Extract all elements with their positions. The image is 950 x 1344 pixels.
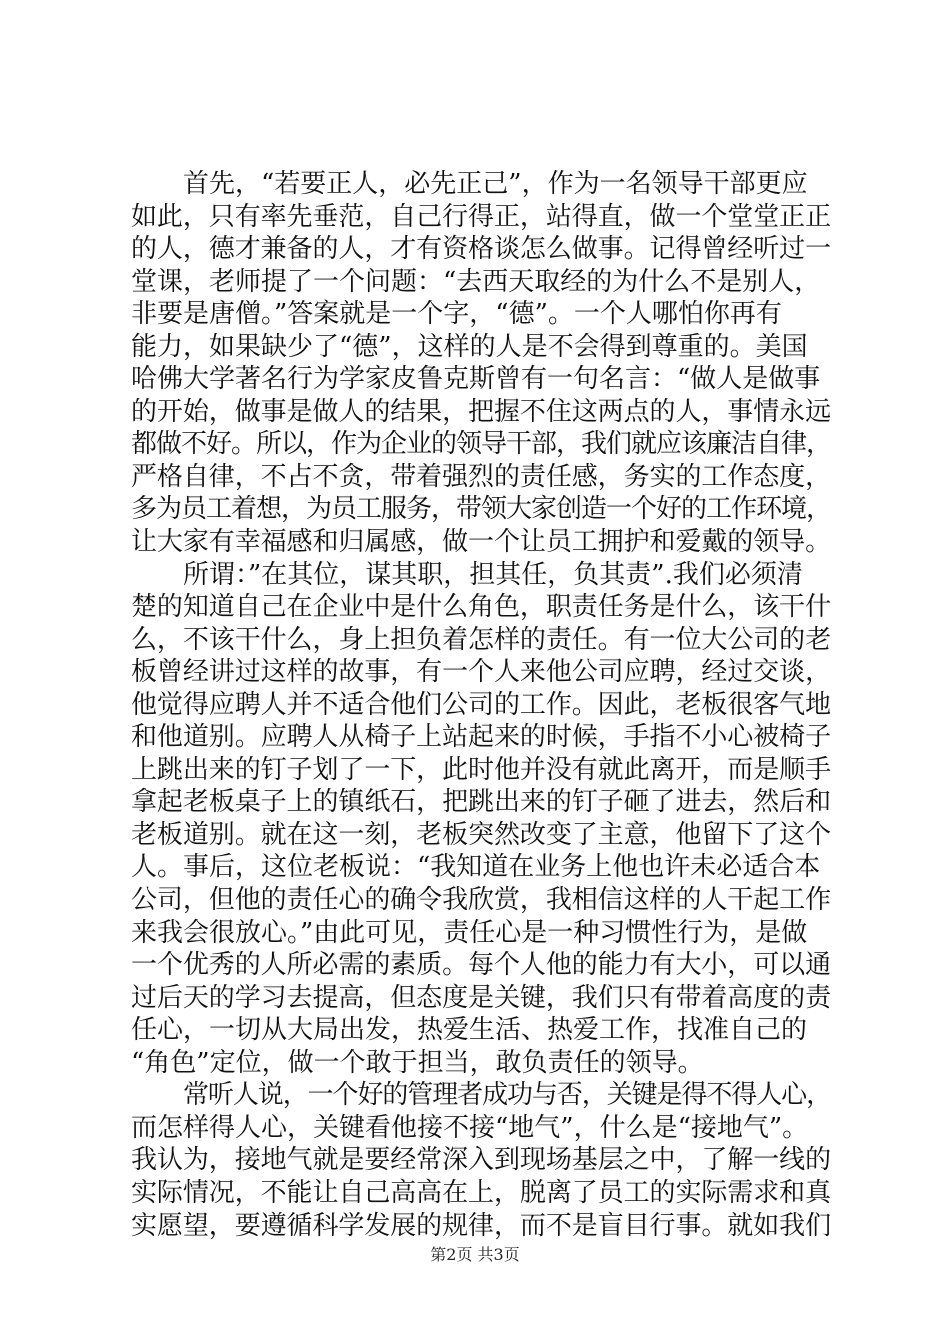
text-line: 上跳出来的钉子划了一下，此时他并没有就此离开，而是顺手 <box>131 754 832 785</box>
text-line: 一个优秀的人所必需的素质。每个人他的能力有大小，可以通 <box>131 950 832 981</box>
body-text <box>131 168 831 1242</box>
text-line: 的人，德才兼备的人，才有资格谈怎么做事。记得曾经听过一 <box>131 234 832 265</box>
text-line: 板曾经讲过这样的故事，有一个人来他公司应聘，经过交谈， <box>131 657 832 688</box>
text-line: 我认为，接地气就是要经常深入到现场基层之中，了解一线的 <box>131 1145 832 1176</box>
text-line: 和他道别。应聘人从椅子上站起来的时候，手指不小心被椅子 <box>131 722 832 753</box>
text-line: 楚的知道自己在企业中是什么角色，职责任务是什么，该干什 <box>131 592 832 623</box>
text-line: “角色”定位，做一个敢于担当，敢负责任的领导。 <box>131 1047 704 1078</box>
text-line: 人。事后，这位老板说：“我知道在业务上他也许未必适合本 <box>131 852 821 883</box>
text-line: 么，不该干什么，身上担负着怎样的责任。有一位大公司的老 <box>131 624 832 655</box>
text-line: 严格自律，不占不贪，带着强烈的责任感，务实的工作态度， <box>131 461 832 492</box>
text-line: 堂课，老师提了一个问题：“去西天取经的为什么不是别人， <box>131 266 821 297</box>
text-line: 都做不好。所以，作为企业的领导干部，我们就应该廉洁自律， <box>131 429 832 460</box>
text-line: 而怎样得人心，关键看他接不接“地气”，什么是“接地气”。 <box>131 1112 809 1143</box>
text-line: 他觉得应聘人并不适合他们公司的工作。因此，老板很客气地 <box>131 689 832 720</box>
text-line: 实愿望，要遵循科学发展的规律，而不是盲目行事。就如我们 <box>131 1210 832 1241</box>
text-line: 非要是唐僧。”答案就是一个字，“德”。一个人哪怕你再有 <box>131 299 782 330</box>
text-line: 如此，只有率先垂范，自己行得正，站得直，做一个堂堂正正 <box>131 201 832 232</box>
paragraph-first-line: 首先，“若要正人，必先正己”，作为一名领导干部更应 <box>183 169 808 199</box>
text-line: 任心，一切从大局出发，热爱生活、热爱工作，找准自己的 <box>131 1015 808 1046</box>
text-line: 让大家有幸福感和归属感，做一个让员工拥护和爱戴的领导。 <box>131 527 832 558</box>
page-footer: 第2页 共3页 <box>430 1245 520 1264</box>
text-line: 实际情况，不能让自己高高在上，脱离了员工的实际需求和真 <box>131 1177 832 1208</box>
text-line: 能力，如果缺少了“德”，这样的人是不会得到尊重的。美国 <box>131 331 808 362</box>
paragraph-first-line: 常听人说，一个好的管理者成功与否，关键是得不得人心， <box>183 1080 832 1111</box>
text-line: 哈佛大学著名行为学家皮鲁克斯曾有一句名言：“做人是做事 <box>131 364 821 395</box>
text-line: 拿起老板桌子上的镇纸石，把跳出来的钉子砸了进去，然后和 <box>131 787 832 818</box>
text-line: 来我会很放心。”由此可见，责任心是一种习惯性行为，是做 <box>131 917 808 948</box>
text-line: 多为员工着想，为员工服务，带领大家创造一个好的工作环境， <box>131 494 832 525</box>
text-line: 的开始，做事是做人的结果，把握不住这两点的人，事情永远 <box>131 396 832 427</box>
text-line: 过后天的学习去提高，但态度是关键，我们只有带着高度的责 <box>131 982 832 1013</box>
text-line: 老板道别。就在这一刻，老板突然改变了主意，他留下了这个 <box>131 819 832 850</box>
text-line: 公司，但他的责任心的确令我欣赏，我相信这样的人干起工作 <box>131 885 832 916</box>
paragraph-first-line: 所谓：”在其位，谋其职，担其任，负其责”.我们必须清 <box>183 559 803 590</box>
